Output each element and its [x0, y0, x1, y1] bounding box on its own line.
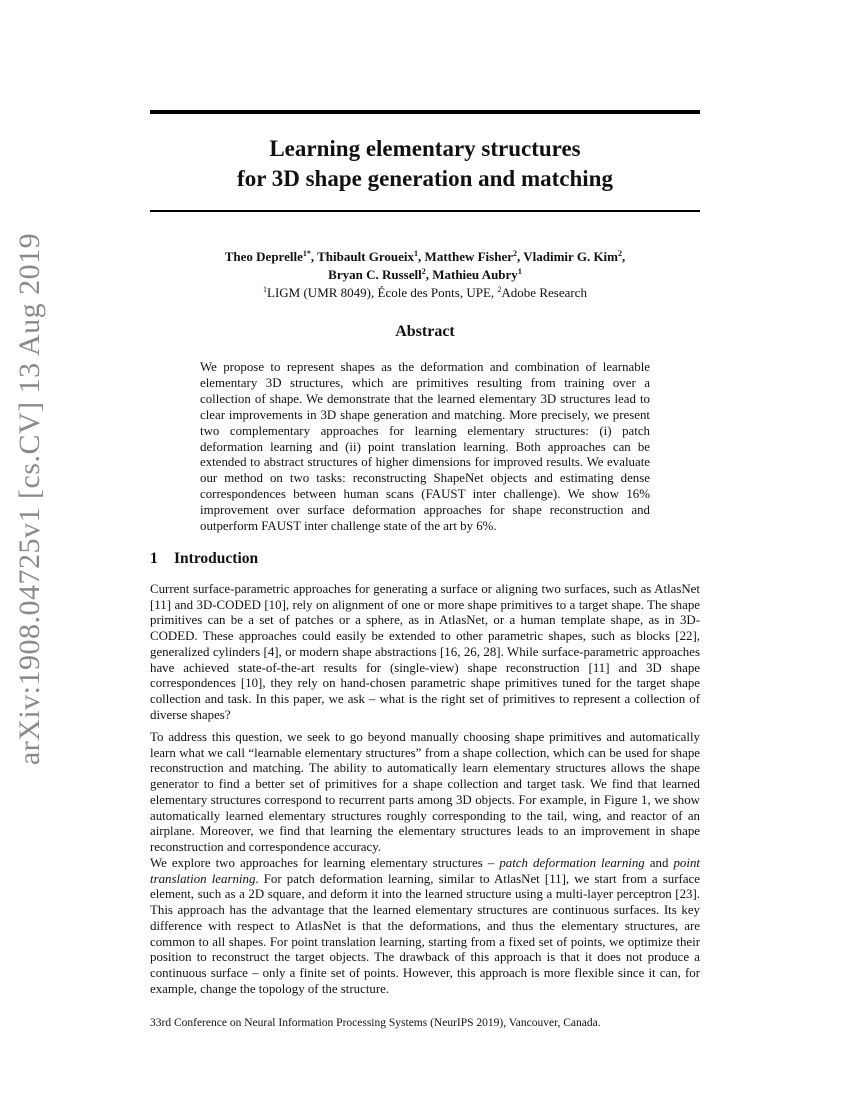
section-number: 1: [150, 550, 158, 567]
author-name: Theo Deprelle: [224, 249, 303, 264]
arxiv-stamp: [2, 232, 58, 766]
author-name: Mathieu Aubry: [432, 267, 518, 282]
section-title: Introduction: [174, 550, 259, 567]
author-name: Bryan C. Russell: [328, 267, 422, 282]
affiliation-1: LIGM (UMR 8049), École des Ponts, UPE,: [267, 285, 495, 300]
affiliations: [150, 284, 700, 302]
author-affil-mark: 1: [517, 267, 522, 276]
arxiv-id: arXiv:1908.04725v1 [cs.CV] 13 Aug 2019: [13, 232, 47, 766]
affil-mark: 1: [263, 285, 268, 294]
section-heading-introduction: [150, 550, 258, 568]
abstract-heading: Abstract: [395, 323, 455, 340]
title-line-2: for 3D shape generation and matching: [237, 166, 613, 191]
intro-p3-text-a: We explore two approaches for learning elementary structures –: [150, 856, 495, 870]
author-affil-mark: 2: [421, 267, 426, 276]
conference-footnote: 33rd Conference on Neural Information Processing Systems (NeurIPS 2019), Vancouver, Canada.: [150, 1017, 601, 1029]
author-affil-mark: 2: [513, 249, 517, 258]
author-affil-mark: 2: [618, 249, 622, 258]
author-names-line-1: Theo Deprelle$^{1*}$, Thibault Groueix$^1$, Matthew Fisher$^2$, Vladimir G. Kim$^2$,: [224, 249, 626, 264]
author-name: Matthew Fisher: [424, 249, 513, 264]
title-bottom-rule: [150, 210, 700, 212]
intro-p3-text-c: . For patch deformation learning, similar to AtlasNet [11], we start from a surface element, such as a 2D square, and deform it into the learned structure using a multi-layer perceptron [23]. This approach has the advantage that the learned elementary structures are continuous surfaces. Its key difference with respect to AtlasNet is that the deformations, and thus the elementary structures, are common to all shapes. For point translation learning, starting from a fixed set of points, we optimize their position to reconstruct the target objects. The drawback of this approach is that it does not produce a continuous surface – only a finite set of points. However, this approach is more flexible since it can, for example, change the topology of the structure.: [150, 871, 700, 996]
author-block: [150, 248, 700, 302]
intro-p3-emphasis-1: patch deformation learning: [499, 856, 645, 870]
intro-paragraph-2: To address this question, we seek to go beyond manually choosing shape primitives and automatically learn what we call “learnable elementary structures” from a shape collection, which can be used for shape reconstruction and matching. The ability to automatically learn elementary structures allows the shape generator to find a better set of primitives for a shape collection and target task. We find that learned elementary structures correspond to recurrent parts among 3D objects. For example, in Figure 1, we show automatically learned elementary structures roughly corresponding to the tail, wing, and reactor of an airplane. Moreover, we find that learning the elementary structures leads to an improvement in shape reconstruction and correspondence accuracy.: [150, 730, 700, 854]
title-top-rule: [150, 110, 700, 114]
intro-paragraph-3: [150, 856, 700, 997]
affil-mark: 2: [497, 285, 502, 294]
intro-p3-emphasis-2: point translation learning: [150, 856, 700, 886]
affiliation-2: Adobe Research: [501, 285, 587, 300]
paper-title: [150, 134, 700, 194]
author-name: Vladimir G. Kim: [523, 249, 618, 264]
author-affil-mark: 1*: [302, 249, 311, 258]
abstract-body: We propose to represent shapes as the deformation and combination of learnable elementary 3D structures, which are primitives resulting from training over a collection of shape. We demonstrate that the learned elementary 3D structures lead to clear improvements in 3D shape generation and matching. More precisely, we present two complementary approaches for learning elementary structures: (i) patch deformation learning and (ii) point translation learning. Both approaches can be extended to abstract structures of higher dimensions for improved results. We evaluate our method on two tasks: reconstructing ShapeNet objects and estimating dense correspondences between human scans (FAUST inter challenge). We show 16% improvement over surface deformation approaches for shape reconstruction and outperform FAUST inter challenge state of the art by 6%.: [200, 360, 650, 534]
author-affil-mark: 1: [414, 249, 419, 258]
author-names-line-2: Bryan C. Russell$^2$, Mathieu Aubry$^1$: [328, 267, 522, 282]
intro-paragraph-1: Current surface-parametric approaches for generating a surface or aligning two surfaces, such as AtlasNet [11] and 3D-CODED [10], rely on alignment of one or more shape primitives to a target shape. The shape primitives can be a set of patches or a sphere, as in AtlasNet, or a human template shape, as in 3D-CODED. These approaches could easily be extended to other parametric shapes, such as blocks [22], generalized cylinders [4], or modern shape abstractions [16, 26, 28]. While surface-parametric approaches have achieved state-of-the-art results for (single-view) shape reconstruction [11] and 3D shape correspondences [10], they rely on hand-chosen parametric shape primitives tuned for the target shape collection and task. In this paper, we ask – what is the right set of primitives to represent a collection of diverse shapes?: [150, 582, 700, 722]
intro-p3-text-b: and: [649, 856, 669, 870]
author-name: Thibault Groueix: [317, 249, 415, 264]
title-line-1: Learning elementary structures: [269, 136, 581, 161]
